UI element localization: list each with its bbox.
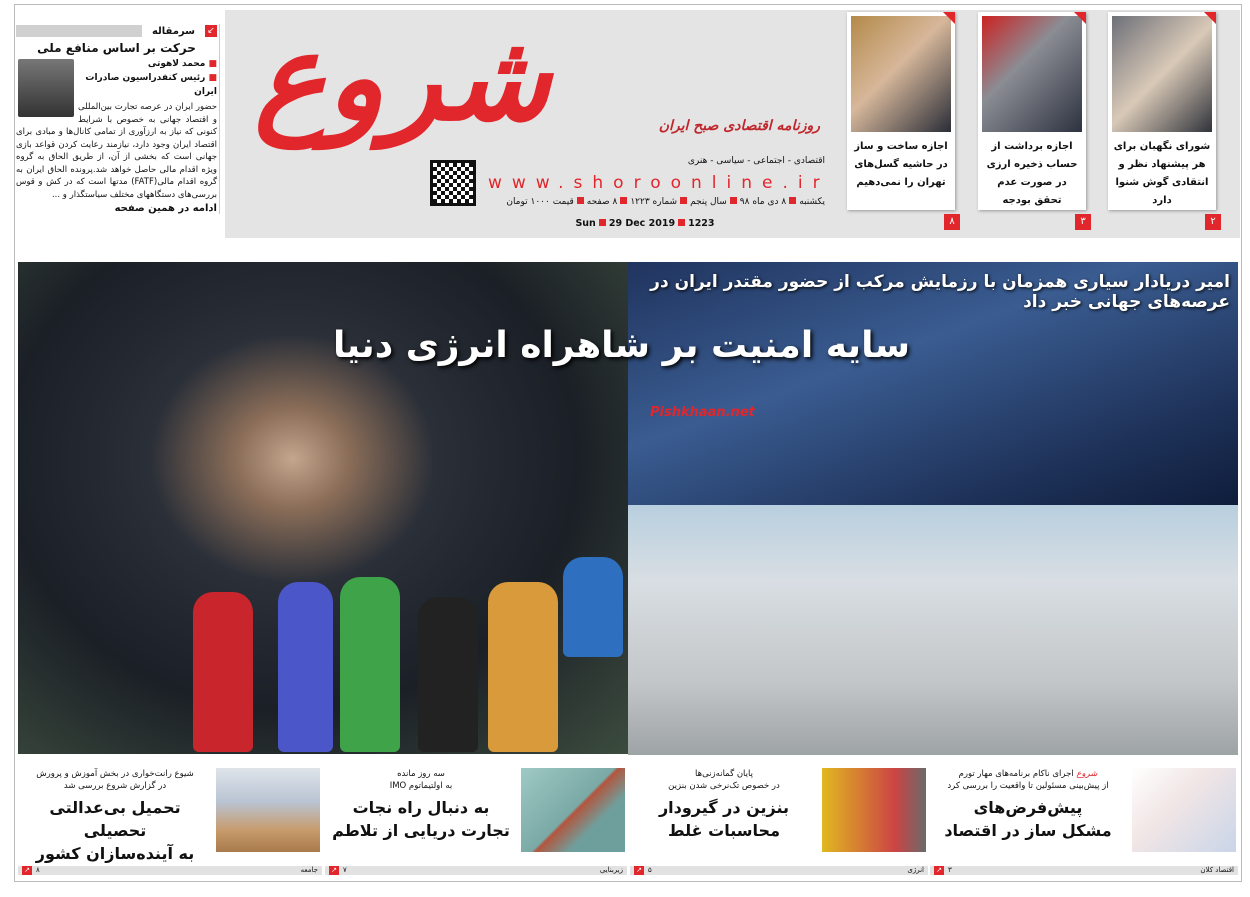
teaser-card[interactable] bbox=[847, 12, 955, 210]
microphone bbox=[193, 592, 253, 752]
corner-icon bbox=[1074, 12, 1086, 24]
story-photo bbox=[521, 768, 625, 852]
story-headline: تحمیل بی‌عدالتی تحصیلی به آینده‌سازان کشور bbox=[35, 798, 195, 863]
watermark: Pishkhaan.net bbox=[650, 405, 755, 420]
sections-line: اقتصادی - اجتماعی - سیاسی - هنری bbox=[687, 156, 825, 166]
microphone bbox=[340, 577, 400, 752]
story-headline: به دنبال راه نجات تجارت دریایی از تلاطم bbox=[332, 798, 510, 840]
editorial-title[interactable]: حرکت بر اساس منافع ملی bbox=[37, 41, 196, 55]
corner-icon bbox=[1204, 12, 1216, 24]
continue-link[interactable]: ادامه در همین صفحه bbox=[114, 203, 217, 214]
bottom-story[interactable] bbox=[18, 762, 322, 862]
microphone bbox=[563, 557, 623, 657]
website-link[interactable]: www.shoroonline.ir bbox=[488, 173, 830, 193]
story-photo bbox=[216, 768, 320, 852]
section-strip: ↗ ۷ زیربنایی bbox=[325, 866, 627, 875]
arrow-icon: ↗ bbox=[934, 866, 944, 875]
author-photo bbox=[18, 59, 74, 117]
editorial-author-role: ■ رئیس کنفدراسیون صادرات ایران bbox=[85, 73, 217, 97]
lead-photo-ship-deck bbox=[628, 505, 1238, 755]
arrow-icon: ↗ bbox=[329, 866, 339, 875]
qr-code[interactable] bbox=[430, 160, 476, 206]
teaser-card[interactable] bbox=[1108, 12, 1216, 210]
story-kicker: در گزارش شروع بررسی شد bbox=[63, 781, 167, 791]
divider bbox=[16, 25, 142, 37]
tagline: روزنامه اقتصادی صبح ایران bbox=[658, 118, 820, 134]
section-strip: ↗ ۵ انرژی bbox=[630, 866, 928, 875]
lead-overline: امیر دریادار سیاری همزمان با رزمایش مرکب از حضور مقتدر ایران در عرصه‌های جهانی خبر داد bbox=[650, 272, 1230, 312]
story-kicker: به اولتیماتوم IMO bbox=[389, 781, 453, 791]
teaser-photo bbox=[1112, 16, 1212, 132]
newspaper-logo: شروع bbox=[254, 7, 551, 148]
bottom-story[interactable] bbox=[928, 762, 1238, 862]
corner-icon bbox=[943, 12, 955, 24]
bottom-story[interactable] bbox=[325, 762, 627, 862]
arrow-icon: ↗ bbox=[634, 866, 644, 875]
teaser-text: شورای نگهبان برای هر پیشنهاد نظر و انتقادی گوش شنوا دارد bbox=[1113, 141, 1211, 206]
bottom-story[interactable] bbox=[630, 762, 928, 862]
section-strip: ↗ ۳ اقتصاد کلان bbox=[930, 866, 1238, 875]
story-kicker: شروع اجرای ناکام برنامه‌های مهار تورم bbox=[958, 769, 1098, 779]
teaser-card[interactable] bbox=[978, 12, 1086, 210]
story-kicker: پایان گمانه‌زنی‌ها bbox=[695, 769, 753, 779]
story-kicker: در خصوص تک‌نرخی شدن بنزین bbox=[668, 781, 780, 791]
page-badge: ۳ bbox=[1075, 214, 1091, 230]
story-kicker: سه روز مانده bbox=[397, 769, 445, 779]
editorial-header bbox=[16, 24, 217, 38]
date-line-fa: یکشنبه۸ دی ماه ۹۸سال پنجمشماره ۱۲۲۳۸ صفحهقیمت ۱۰۰۰ تومان bbox=[506, 197, 825, 207]
microphone bbox=[488, 582, 558, 752]
arrow-icon: ↙ bbox=[205, 25, 217, 37]
teaser-text: اجازه برداشت از حساب ذخیره ارزی در صورت عدم تحقق بودجه bbox=[986, 141, 1078, 206]
section-strip: ↗ ۸ جامعه bbox=[18, 866, 322, 875]
editorial-body: حضور ایران در عرصه تجارت بین‌المللی و اقتصاد جهانی به خصوص با شرایط کنونی که نیاز به ارزآوری از تمامی کانال‌ها و مبادی برای اقتصاد ایران وجود دارد، نیازمند رعایت کردن قواعد بازی جهانی است که بخشی از آن، از طریق الحاق به گروه ویژه اقدام مالی حاصل خواهد شد.پرونده الحاق ایران به گروه اقدام مالی(FATF) مدتها است که در کش و قوس بررسی‌های دستگاههای مختلف سیاستگذار و ... bbox=[16, 102, 218, 200]
editorial-author: ■ محمد لاهوتی bbox=[147, 59, 217, 69]
story-headline: پیش‌فرض‌های مشکل ساز در اقتصاد bbox=[944, 798, 1112, 840]
microphone bbox=[278, 582, 333, 752]
date-line-en: Sun 29 Dec 2019 1223 bbox=[575, 218, 715, 229]
page-badge: ۸ bbox=[944, 214, 960, 230]
story-photo bbox=[822, 768, 926, 852]
story-kicker: شیوع رانت‌خواری در بخش آموزش و پرورش bbox=[36, 769, 194, 779]
story-headline: بنزین در گیرودار محاسبات غلط bbox=[658, 798, 790, 840]
microphone bbox=[418, 597, 478, 752]
story-kicker: از پیش‌بینی مسئولین تا واقعیت را بررسی کرد bbox=[947, 781, 1109, 791]
lead-headline[interactable]: سایه امنیت بر شاهراه انرژی دنیا bbox=[332, 325, 910, 366]
story-cartoon bbox=[1132, 768, 1236, 852]
teaser-photo bbox=[982, 16, 1082, 132]
teaser-text: اجازه ساخت و ساز در حاشیه گسل‌های تهران را نمی‌دهیم bbox=[854, 141, 948, 188]
editorial-column bbox=[16, 24, 220, 214]
teaser-photo bbox=[851, 16, 951, 132]
editorial-section-label: سرمقاله bbox=[146, 26, 201, 37]
arrow-icon: ↗ bbox=[22, 866, 32, 875]
page-badge: ۲ bbox=[1205, 214, 1221, 230]
